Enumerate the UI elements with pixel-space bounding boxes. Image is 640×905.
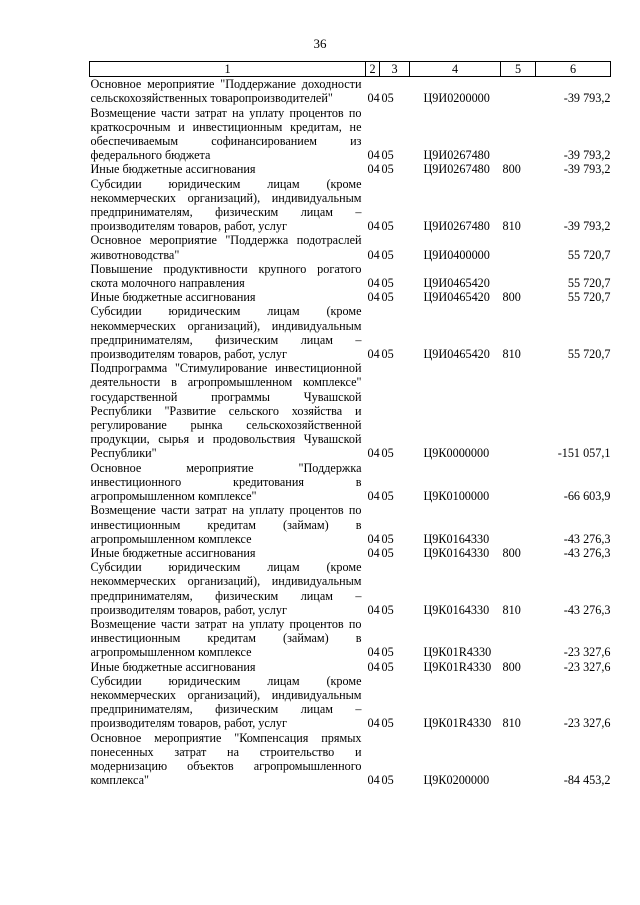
- table-row: [90, 106, 611, 163]
- section-code: 04: [367, 659, 380, 674]
- item-name: Основное мероприятие "Поддержание доходности сельскохозяйственных товаропроизводителей": [90, 77, 362, 106]
- target-article-code: Ц9К0100000: [423, 489, 490, 504]
- item-name: Субсидии юридическим лицам (кроме некоммерческих организаций), индивидуальным предпринимателям, физическим лицам – производителям товаров, работ, услуг: [90, 673, 362, 731]
- subsection-code: 05: [381, 659, 394, 674]
- target-article-code: Ц9К0164330: [423, 602, 490, 617]
- section-code: 04: [367, 773, 380, 788]
- item-name: Возмещение части затрат на уплату процентов по краткосрочным и инвестиционным кредитам, не обеспечиваемым софинансированием из федерального бюджета: [90, 105, 362, 163]
- expense-type-code: [501, 233, 536, 261]
- amount: -151 057,1: [557, 446, 611, 461]
- expense-type-code: 800: [502, 545, 521, 560]
- table-row: [90, 262, 611, 290]
- subsection-code: 05: [381, 489, 394, 504]
- target-article-code: Ц9К0000000: [423, 446, 490, 461]
- amount: 55 720,7: [567, 290, 611, 305]
- expense-type-code: [501, 106, 536, 163]
- target-article-code: Ц9И0267480: [423, 219, 490, 234]
- section-code: 04: [367, 91, 380, 106]
- header-col-5: 5: [501, 62, 536, 77]
- subsection-code: 05: [381, 773, 394, 788]
- expense-type-code: 800: [502, 290, 521, 305]
- table-row: [90, 617, 611, 660]
- table-row: [90, 361, 611, 460]
- section-code: 04: [367, 446, 380, 461]
- table-row: [90, 674, 611, 731]
- expense-type-code: [501, 731, 536, 788]
- amount: -66 603,9: [563, 489, 611, 504]
- amount: -43 276,3: [563, 531, 611, 546]
- section-code: 04: [367, 290, 380, 305]
- subsection-code: 05: [381, 645, 394, 660]
- amount: -43 276,3: [563, 602, 611, 617]
- amount: -39 793,2: [563, 219, 611, 234]
- subsection-code: 05: [381, 162, 394, 177]
- expense-type-code: [501, 262, 536, 290]
- table-row: [90, 731, 611, 788]
- subsection-code: 05: [381, 602, 394, 617]
- subsection-code: 05: [381, 148, 394, 163]
- section-code: 04: [367, 716, 380, 731]
- target-article-code: Ц9И0200000: [423, 91, 490, 106]
- header-col-2: 2: [366, 62, 380, 77]
- expense-type-code: 810: [502, 716, 521, 731]
- table-row: [90, 660, 611, 674]
- table-row: [90, 560, 611, 617]
- section-code: 04: [367, 148, 380, 163]
- section-code: 04: [367, 247, 380, 262]
- subsection-code: 05: [381, 91, 394, 106]
- section-code: 04: [367, 531, 380, 546]
- expense-type-code: [501, 361, 536, 460]
- expense-type-code: [501, 503, 536, 546]
- item-name: Возмещение части затрат на уплату процентов по инвестиционным кредитам (займам) в агропромышленном комплексе: [90, 503, 362, 546]
- item-name: Повышение продуктивности крупного рогатого скота молочного направления: [90, 261, 362, 291]
- section-code: 04: [367, 276, 380, 291]
- target-article-code: Ц9К0200000: [423, 773, 490, 788]
- table-row: [90, 503, 611, 546]
- target-article-code: Ц9К0164330: [423, 545, 490, 560]
- target-article-code: Ц9К0164330: [423, 531, 490, 546]
- subsection-code: 05: [381, 531, 394, 546]
- table-row: [90, 177, 611, 234]
- amount: -43 276,3: [563, 545, 611, 560]
- target-article-code: Ц9К01R4330: [423, 659, 492, 674]
- section-code: 04: [367, 545, 380, 560]
- section-code: 04: [367, 645, 380, 660]
- target-article-code: Ц9И0465420: [423, 347, 490, 362]
- page-number: 36: [313, 36, 327, 51]
- target-article-code: Ц9И0267480: [423, 148, 490, 163]
- target-article-code: Ц9К01R4330: [423, 645, 492, 660]
- budget-table: [89, 61, 611, 787]
- amount: -84 453,2: [563, 773, 611, 788]
- section-code: 04: [367, 489, 380, 504]
- expense-type-code: 810: [502, 219, 521, 234]
- target-article-code: Ц9И0267480: [423, 162, 490, 177]
- subsection-code: 05: [381, 219, 394, 234]
- amount: -39 793,2: [563, 91, 611, 106]
- subsection-code: 05: [381, 545, 394, 560]
- amount: -23 327,6: [563, 659, 611, 674]
- table-row: [90, 290, 611, 304]
- item-name: Иные бюджетные ассигнования: [90, 162, 256, 177]
- header-col-6: 6: [536, 62, 611, 77]
- expense-type-code: 800: [502, 162, 521, 177]
- header-col-3: 3: [380, 62, 410, 77]
- item-name: Субсидии юридическим лицам (кроме некоммерческих организаций), индивидуальным предпринимателям, физическим лицам – производителям товаров, работ, услуг: [90, 304, 362, 362]
- table-row: [90, 546, 611, 560]
- target-article-code: Ц9И0465420: [423, 276, 490, 291]
- header-col-1: 1: [90, 62, 366, 77]
- amount: -23 327,6: [563, 716, 611, 731]
- item-name: Иные бюджетные ассигнования: [90, 659, 256, 674]
- table-row: [90, 233, 611, 261]
- subsection-code: 05: [381, 347, 394, 362]
- subsection-code: 05: [381, 276, 394, 291]
- amount: 55 720,7: [567, 276, 611, 291]
- table-row: [90, 162, 611, 176]
- subsection-code: 05: [381, 290, 394, 305]
- section-code: 04: [367, 219, 380, 234]
- item-name: Основное мероприятие "Поддержка подотраслей животноводства": [90, 233, 362, 262]
- item-name: Субсидии юридическим лицам (кроме некоммерческих организаций), индивидуальным предпринимателям, физическим лицам – производителям товаров, работ, услуг: [90, 560, 362, 617]
- expense-type-code: 810: [502, 602, 521, 617]
- section-code: 04: [367, 602, 380, 617]
- expense-type-code: [501, 617, 536, 660]
- section-code: 04: [367, 347, 380, 362]
- expense-type-code: [501, 77, 536, 106]
- item-name: Основное мероприятие "Компенсация прямых понесенных затрат на строительство и модернизацию объектов агропромышленного комплекса": [90, 730, 362, 788]
- amount: -39 793,2: [563, 162, 611, 177]
- amount: -39 793,2: [563, 148, 611, 163]
- table-row: [90, 461, 611, 504]
- expense-type-code: 800: [502, 659, 521, 674]
- table-header-row: [90, 62, 611, 77]
- item-name: Иные бюджетные ассигнования: [90, 290, 256, 305]
- item-name: Субсидии юридическим лицам (кроме некоммерческих организаций), индивидуальным предпринимателям, физическим лицам – производителям товаров, работ, услуг: [90, 176, 362, 234]
- target-article-code: Ц9К01R4330: [423, 716, 492, 731]
- subsection-code: 05: [381, 247, 394, 262]
- target-article-code: Ц9И0465420: [423, 290, 490, 305]
- amount: 55 720,7: [567, 347, 611, 362]
- subsection-code: 05: [381, 446, 394, 461]
- expense-type-code: 810: [502, 347, 521, 362]
- table-row: [90, 304, 611, 361]
- target-article-code: Ц9И0400000: [423, 247, 490, 262]
- item-name: Возмещение части затрат на уплату процентов по инвестиционным кредитам (займам) в агропромышленном комплексе: [90, 616, 362, 660]
- expense-type-code: [501, 461, 536, 504]
- item-name: Иные бюджетные ассигнования: [90, 545, 256, 560]
- amount: 55 720,7: [567, 247, 611, 262]
- section-code: 04: [367, 162, 380, 177]
- item-name: Основное мероприятие "Поддержка инвестиционного кредитования в агропромышленном комплексе": [90, 460, 362, 504]
- amount: -23 327,6: [563, 645, 611, 660]
- subsection-code: 05: [381, 716, 394, 731]
- item-name: Подпрограмма "Стимулирование инвестиционной деятельности в агропромышленном комплексе" государственной программы Чувашской Республики "Развитие сельского хозяйства и регулирование рынка сельскохозяйственной продукции, сырья и продовольствия Чувашской Республики": [90, 361, 362, 461]
- table-row: [90, 77, 611, 106]
- header-col-4: 4: [410, 62, 501, 77]
